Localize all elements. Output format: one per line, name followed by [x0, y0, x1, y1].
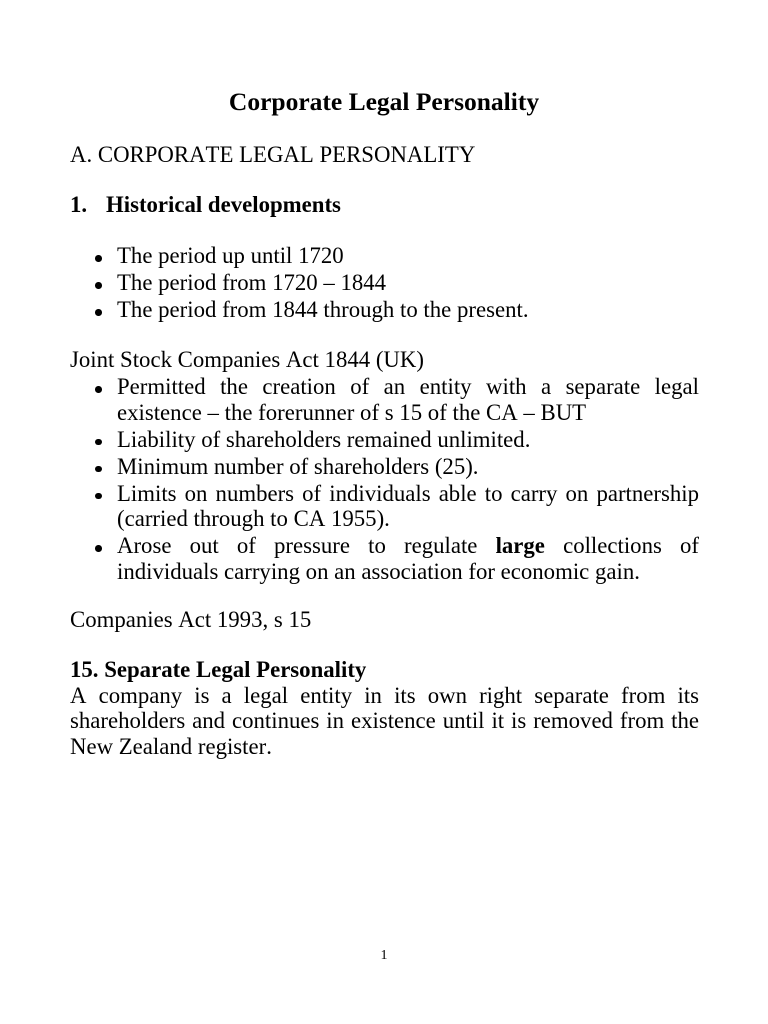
provision-item — [70, 533, 699, 584]
provision-item — [70, 481, 699, 532]
part-heading: A. CORPORATE LEGAL PERSONALITY — [70, 142, 476, 167]
bullet-icon — [95, 255, 102, 262]
section-15-block — [70, 657, 699, 759]
provision-item — [70, 427, 699, 453]
provision-text: Limits on numbers of individuals able to carry on partnership (carried through to CA 1955). — [117, 480, 699, 531]
bullet-icon — [95, 439, 102, 446]
bullet-icon — [95, 545, 102, 552]
bullet-icon — [95, 282, 102, 289]
provision-emphasis: large — [495, 533, 545, 558]
period-item — [70, 297, 699, 323]
period-item — [70, 243, 699, 269]
section-heading-historical — [70, 192, 341, 218]
period-list — [70, 243, 699, 324]
provision-list — [70, 374, 699, 586]
bullet-icon — [95, 466, 102, 473]
period-text: The period from 1720 – 1844 — [117, 270, 387, 295]
provision-item — [70, 454, 699, 480]
section-title: Historical developments — [106, 192, 341, 217]
period-text: The period up until 1720 — [117, 243, 344, 268]
provision-text: Liability of shareholders remained unlimited. — [117, 426, 531, 452]
act-heading: Joint Stock Companies Act 1844 (UK) — [70, 347, 424, 372]
period-text: The period from 1844 through to the present. — [117, 297, 529, 322]
provision-text: Minimum number of shareholders (25). — [117, 453, 479, 479]
document-title: Corporate Legal Personality — [228, 87, 540, 116]
provision-text-start: Arose out of pressure to regulate — [117, 533, 496, 558]
section-15-text: A company is a legal entity in its own right separate from its shareholders and continues in existence until it is removed from the New Zealand register. — [70, 682, 699, 759]
bullet-icon — [95, 493, 102, 500]
bullet-icon — [95, 386, 102, 393]
period-item — [70, 270, 699, 296]
provision-item — [70, 374, 699, 425]
section-15-heading: 15. Separate Legal Personality — [70, 657, 367, 682]
provision-text-end: collections of individuals carrying on an association for economic gain. — [117, 533, 699, 584]
section-number: 1. — [70, 192, 88, 217]
page-number: 1 — [380, 948, 388, 963]
bullet-icon — [95, 309, 102, 316]
statute-reference: Companies Act 1993, s 15 — [70, 607, 312, 632]
provision-text: Permitted the creation of an entity with a separate legal existence – the forerunner of s 15 of the CA – BUT — [117, 374, 699, 425]
